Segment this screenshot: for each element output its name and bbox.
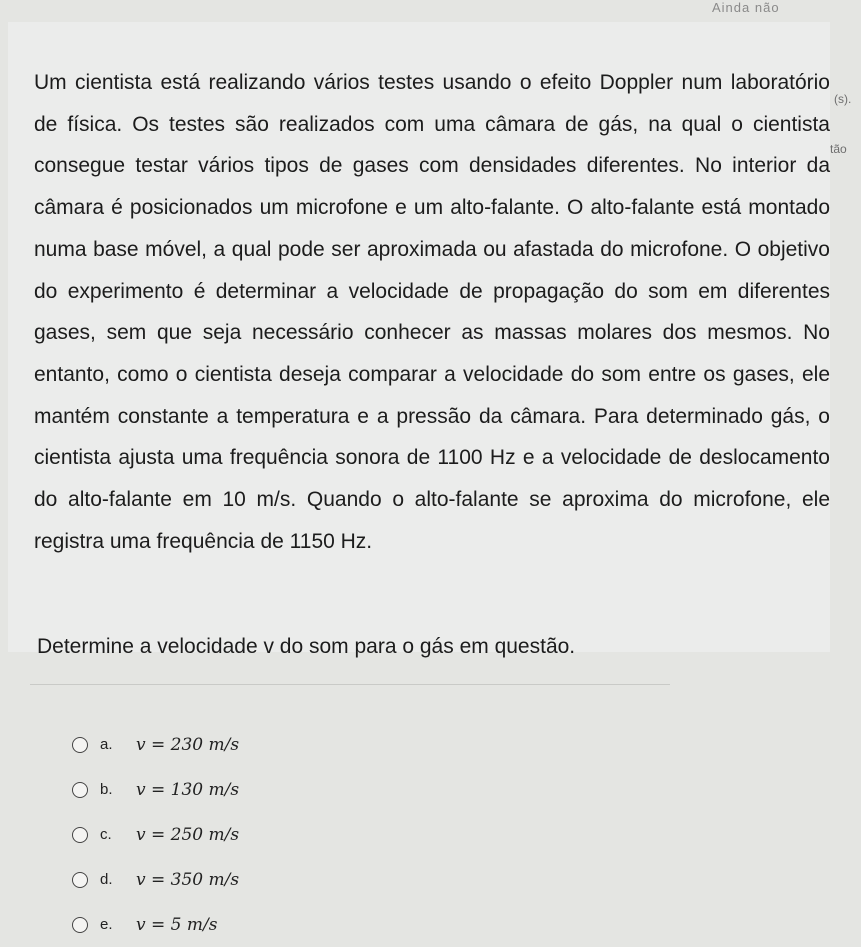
radio-button[interactable] — [72, 827, 88, 843]
question-card — [8, 22, 830, 658]
option-value: v = 350 m/s — [136, 869, 240, 890]
radio-button[interactable] — [72, 737, 88, 753]
option-e[interactable] — [72, 902, 239, 947]
option-letter: c. — [100, 826, 112, 843]
margin-note: (s). — [834, 92, 852, 106]
option-letter: b. — [100, 781, 113, 798]
option-value: v = 130 m/s — [136, 779, 240, 800]
question-prompt: Determine a velocidade v do som para o gás em questão. — [37, 635, 576, 658]
question-text: Um cientista está realizando vários testes usando o efeito Doppler num laboratório de física. Os testes são realizados com uma câmara de gás, na qual o cientista consegue testar vários tipos de gases com densidades diferentes. No interior da câmara é posicionados um microfone e um alto-falante. O alto-falante está montado numa base móvel, a qual pode ser aproximada ou afastada do microfone. O objetivo do experimento é determinar a velocidade de propagação do som em diferentes gases, sem que seja necessário conhecer as massas molares dos mesmos. No entanto, como o cientista deseja comparar a velocidade do som entre os gases, ele mantém constante a temperatura e a pressão da câmara. Para determinado gás, o cientista ajusta uma frequência sonora de 1100 Hz e a velocidade de deslocamento do alto-falante em 10 m/s. Quando o alto-falante se aproxima do microfone, ele registra uma frequência de 1150 Hz. — [34, 71, 830, 553]
status-note: Ainda não — [712, 0, 780, 15]
option-letter: d. — [100, 871, 113, 888]
margin-note: tão — [830, 142, 847, 156]
radio-button[interactable] — [72, 782, 88, 798]
option-value: v = 230 m/s — [136, 734, 240, 755]
option-value: v = 250 m/s — [136, 824, 240, 845]
option-letter: e. — [100, 916, 113, 933]
radio-button[interactable] — [72, 917, 88, 933]
option-a[interactable] — [72, 722, 239, 767]
option-c[interactable] — [72, 812, 239, 857]
option-value: v = 5 m/s — [136, 914, 218, 935]
option-b[interactable] — [72, 767, 239, 812]
radio-button[interactable] — [72, 872, 88, 888]
divider — [30, 684, 670, 685]
option-letter: a. — [100, 736, 113, 753]
option-d[interactable] — [72, 857, 239, 902]
answer-options — [72, 722, 239, 947]
